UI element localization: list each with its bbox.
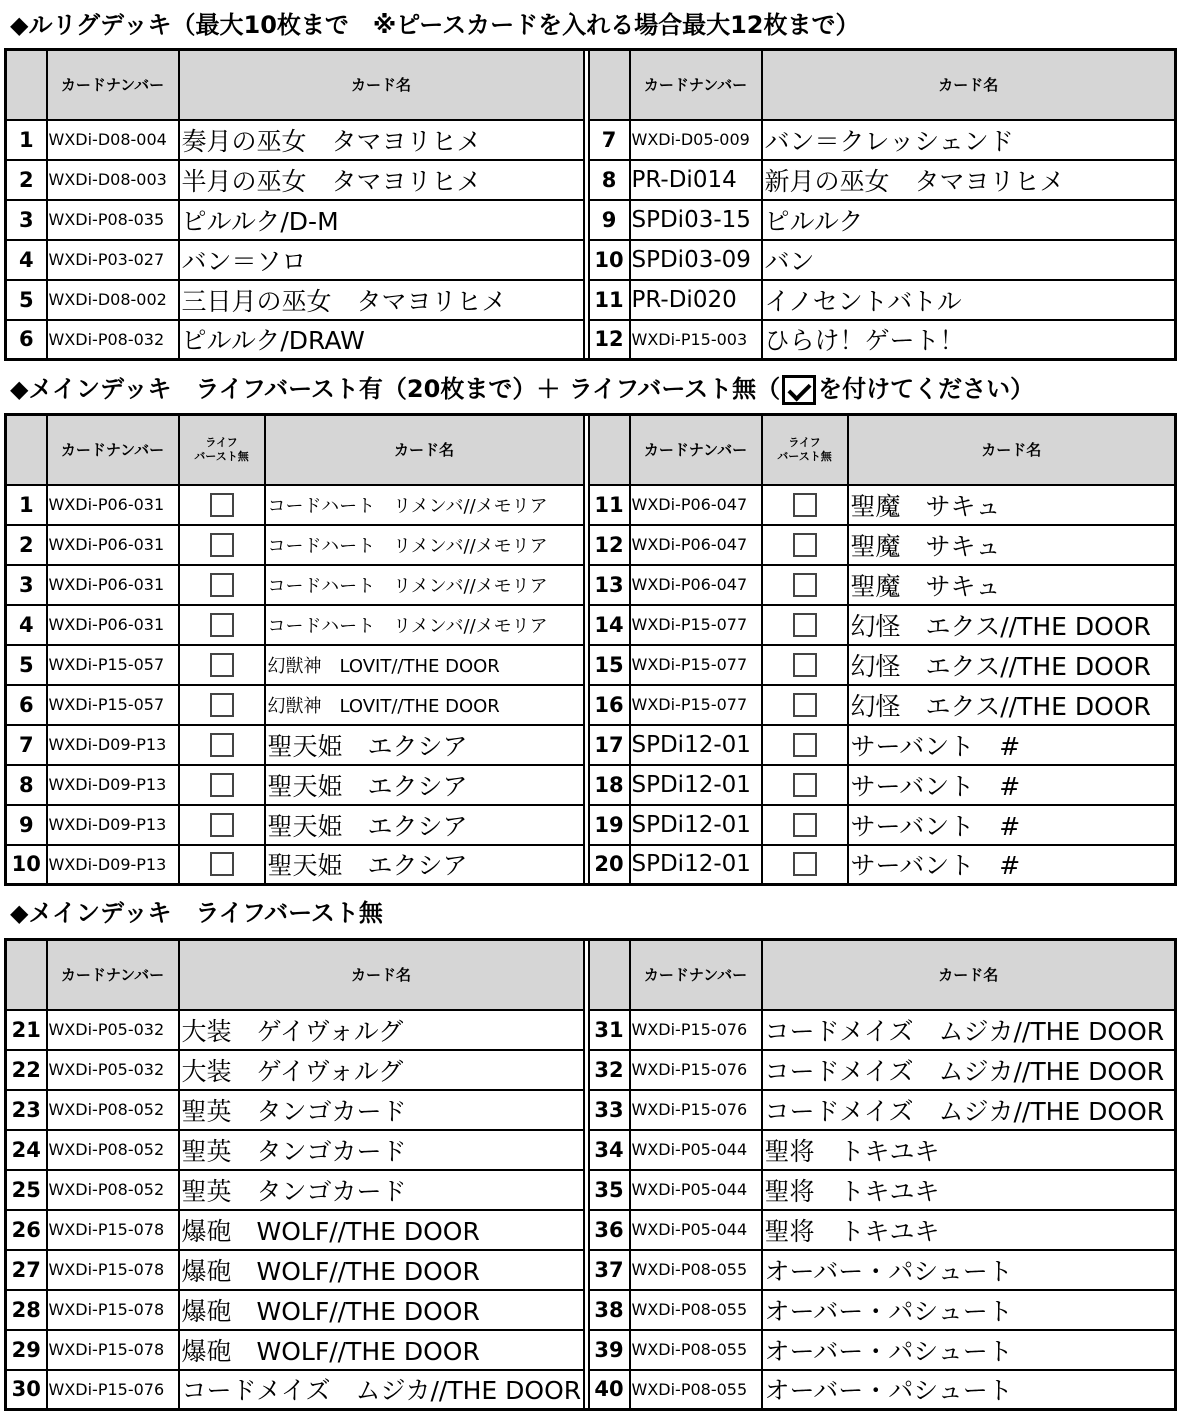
card-name-cell: コードハート リメンバ//メモリア — [265, 485, 584, 525]
card-number-cell: WXDi-P15-078 — [47, 1250, 179, 1290]
life-burst-cell — [762, 725, 848, 765]
card-name-cell: 聖魔 サキュ — [848, 485, 1176, 525]
card-number-cell: WXDi-P15-076 — [47, 1370, 179, 1410]
table-row — [6, 1250, 1176, 1290]
life-burst-cell — [762, 485, 848, 525]
life-burst-cell — [179, 805, 265, 845]
life-burst-cell — [762, 845, 848, 885]
card-number-cell: WXDi-D09-P13 — [47, 845, 179, 885]
life-burst-cell — [762, 565, 848, 605]
idx-header — [6, 415, 47, 485]
table-row — [6, 485, 1176, 525]
life-burst-checkbox[interactable] — [210, 493, 234, 517]
row-index: 5 — [6, 645, 47, 685]
card-number-cell: WXDi-P06-031 — [47, 565, 179, 605]
table-row — [6, 685, 1176, 725]
life-burst-checkbox[interactable] — [210, 852, 234, 876]
card-number-cell: WXDi-D08-003 — [47, 160, 179, 200]
row-index: 2 — [6, 160, 47, 200]
card-name-cell: 幻獣神 LOVIT//THE DOOR — [265, 685, 584, 725]
life-burst-header-line2: バースト無 — [777, 449, 832, 463]
card-number-cell: WXDi-D09-P13 — [47, 805, 179, 845]
life-burst-checkbox[interactable] — [793, 533, 817, 557]
life-burst-checkbox[interactable] — [793, 733, 817, 757]
life-burst-cell — [179, 605, 265, 645]
life-burst-checkbox[interactable] — [210, 693, 234, 717]
row-index: 2 — [6, 525, 47, 565]
row-index: 19 — [589, 805, 630, 845]
main-deck-nolb-table — [4, 938, 1177, 1411]
life-burst-cell — [762, 805, 848, 845]
card-name-cell: 爆砲 WOLF//THE DOOR — [179, 1210, 584, 1250]
card-number-cell: WXDi-P06-031 — [47, 525, 179, 565]
life-burst-cell — [762, 605, 848, 645]
card-name-cell: 幻怪 エクス//THE DOOR — [848, 645, 1176, 685]
table-row — [6, 565, 1176, 605]
card-name-cell: 爆砲 WOLF//THE DOOR — [179, 1330, 584, 1370]
row-index: 9 — [6, 805, 47, 845]
idx-header — [589, 940, 630, 1010]
row-index: 30 — [6, 1370, 47, 1410]
card-name-cell: 聖天姫 エクシア — [265, 805, 584, 845]
row-index: 27 — [6, 1250, 47, 1290]
card-name-cell: コードハート リメンバ//メモリア — [265, 525, 584, 565]
table-row — [6, 765, 1176, 805]
card-number-cell: PR-Di014 — [630, 160, 762, 200]
main-deck-lb-title — [10, 374, 1034, 405]
life-burst-checkbox[interactable] — [793, 693, 817, 717]
row-index: 6 — [6, 320, 47, 360]
idx-header — [6, 50, 47, 120]
card-number-cell: PR-Di020 — [630, 280, 762, 320]
life-burst-checkbox[interactable] — [210, 653, 234, 677]
card-number-cell: WXDi-P15-076 — [630, 1010, 762, 1050]
row-index: 31 — [589, 1010, 630, 1050]
row-index: 12 — [589, 525, 630, 565]
row-index: 3 — [6, 200, 47, 240]
row-index: 1 — [6, 120, 47, 160]
life-burst-cell — [762, 525, 848, 565]
card-number-cell: WXDi-P06-031 — [47, 605, 179, 645]
row-index: 21 — [6, 1010, 47, 1050]
card-number-cell: WXDi-P08-052 — [47, 1090, 179, 1130]
row-index: 26 — [6, 1210, 47, 1250]
card-name-cell: 大装 ゲイヴォルグ — [179, 1050, 584, 1090]
card-number-cell: WXDi-P15-078 — [47, 1210, 179, 1250]
card-name-cell: 大装 ゲイヴォルグ — [179, 1010, 584, 1050]
life-burst-checkbox[interactable] — [793, 773, 817, 797]
card-name-cell: ひらけ！ゲート！ — [762, 320, 1176, 360]
card-number-header: カードナンバー — [630, 415, 762, 485]
card-name-cell: 聖魔 サキュ — [848, 525, 1176, 565]
row-index: 16 — [589, 685, 630, 725]
card-number-cell: SPDi12-01 — [630, 765, 762, 805]
card-name-cell: サーバント # — [848, 805, 1176, 845]
row-index: 8 — [589, 160, 630, 200]
life-burst-cell — [179, 765, 265, 805]
table-row — [6, 1370, 1176, 1410]
card-number-cell: WXDi-P15-003 — [630, 320, 762, 360]
card-number-cell: WXDi-P15-078 — [47, 1290, 179, 1330]
card-name-cell: 聖魔 サキュ — [848, 565, 1176, 605]
row-index: 23 — [6, 1090, 47, 1130]
card-name-cell: イノセントバトル — [762, 280, 1176, 320]
life-burst-cell — [762, 685, 848, 725]
card-name-cell: 聖英 タンゴカード — [179, 1130, 584, 1170]
card-name-cell: コードハート リメンバ//メモリア — [265, 565, 584, 605]
card-name-cell: サーバント # — [848, 845, 1176, 885]
life-burst-checkbox[interactable] — [210, 573, 234, 597]
header-row — [6, 415, 1176, 485]
row-index: 22 — [6, 1050, 47, 1090]
life-burst-checkbox[interactable] — [210, 733, 234, 757]
card-name-cell: サーバント # — [848, 765, 1176, 805]
table-row — [6, 845, 1176, 885]
card-name-header: カード名 — [848, 415, 1176, 485]
card-number-header: カードナンバー — [47, 50, 179, 120]
row-index: 35 — [589, 1170, 630, 1210]
row-index: 8 — [6, 765, 47, 805]
card-number-cell: WXDi-P08-032 — [47, 320, 179, 360]
card-number-cell: SPDi03-15 — [630, 200, 762, 240]
life-burst-checkbox[interactable] — [210, 533, 234, 557]
card-number-header: カードナンバー — [47, 415, 179, 485]
card-number-cell: WXDi-P05-032 — [47, 1010, 179, 1050]
life-burst-cell — [179, 845, 265, 885]
life-burst-checkbox[interactable] — [210, 813, 234, 837]
card-name-cell: 聖将 トキユキ — [762, 1210, 1176, 1250]
card-number-cell: WXDi-P08-052 — [47, 1130, 179, 1170]
table-row — [6, 200, 1176, 240]
card-number-cell: WXDi-P08-055 — [630, 1330, 762, 1370]
life-burst-cell — [179, 725, 265, 765]
row-index: 37 — [589, 1250, 630, 1290]
life-burst-cell — [179, 525, 265, 565]
row-index: 4 — [6, 240, 47, 280]
card-number-cell: SPDi12-01 — [630, 725, 762, 765]
card-name-cell: バン — [762, 240, 1176, 280]
row-index: 28 — [6, 1290, 47, 1330]
table-row — [6, 605, 1176, 645]
card-number-cell: WXDi-P15-077 — [630, 605, 762, 645]
life-burst-cell — [179, 565, 265, 605]
card-name-cell: 爆砲 WOLF//THE DOOR — [179, 1290, 584, 1330]
card-number-cell: WXDi-P15-057 — [47, 685, 179, 725]
card-number-cell: WXDi-P15-078 — [47, 1330, 179, 1370]
card-number-cell: WXDi-P08-035 — [47, 200, 179, 240]
idx-header — [6, 940, 47, 1010]
card-name-cell: 爆砲 WOLF//THE DOOR — [179, 1250, 584, 1290]
life-burst-checkbox[interactable] — [210, 773, 234, 797]
row-index: 17 — [589, 725, 630, 765]
row-index: 11 — [589, 280, 630, 320]
row-index: 38 — [589, 1290, 630, 1330]
table-row — [6, 120, 1176, 160]
card-number-cell: SPDi12-01 — [630, 805, 762, 845]
row-index: 14 — [589, 605, 630, 645]
card-number-cell: WXDi-P03-027 — [47, 240, 179, 280]
card-number-header: カードナンバー — [630, 940, 762, 1010]
card-name-cell: 幻獣神 LOVIT//THE DOOR — [265, 645, 584, 685]
card-name-cell: ピルルク/D-M — [179, 200, 584, 240]
card-name-cell: 奏月の巫女 タマヨリヒメ — [179, 120, 584, 160]
row-index: 39 — [589, 1330, 630, 1370]
table-row — [6, 725, 1176, 765]
lrig-deck-table — [4, 48, 1177, 361]
card-name-cell: 聖英 タンゴカード — [179, 1090, 584, 1130]
card-name-cell: バン＝クレッシェンド — [762, 120, 1176, 160]
life-burst-cell — [179, 685, 265, 725]
card-name-cell: オーバー・パシュート — [762, 1250, 1176, 1290]
card-number-cell: WXDi-D09-P13 — [47, 725, 179, 765]
life-burst-checkbox[interactable] — [793, 573, 817, 597]
card-name-cell: 聖天姫 エクシア — [265, 725, 584, 765]
row-index: 25 — [6, 1170, 47, 1210]
table-row — [6, 1330, 1176, 1370]
row-index: 11 — [589, 485, 630, 525]
table-row — [6, 805, 1176, 845]
card-name-cell: コードメイズ ムジカ//THE DOOR — [762, 1050, 1176, 1090]
row-index: 13 — [589, 565, 630, 605]
table-row — [6, 280, 1176, 320]
card-name-cell: コードメイズ ムジカ//THE DOOR — [762, 1090, 1176, 1130]
card-name-cell: 新月の巫女 タマヨリヒメ — [762, 160, 1176, 200]
idx-header — [589, 50, 630, 120]
card-number-cell: SPDi03-09 — [630, 240, 762, 280]
card-number-cell: WXDi-P15-077 — [630, 685, 762, 725]
row-index: 6 — [6, 685, 47, 725]
row-index: 15 — [589, 645, 630, 685]
table-row — [6, 160, 1176, 200]
card-number-cell: WXDi-P15-077 — [630, 645, 762, 685]
card-name-header: カード名 — [265, 415, 584, 485]
header-row — [6, 940, 1176, 1010]
life-burst-checkbox[interactable] — [793, 653, 817, 677]
table-row — [6, 240, 1176, 280]
card-name-cell: 半月の巫女 タマヨリヒメ — [179, 160, 584, 200]
card-number-cell: WXDi-D09-P13 — [47, 765, 179, 805]
card-name-cell: 幻怪 エクス//THE DOOR — [848, 685, 1176, 725]
lrig-deck-title: ◆ルリグデッキ（最大10枚まで ※ピースカードを入れる場合最大12枚まで） — [10, 11, 860, 39]
table-row — [6, 1210, 1176, 1250]
card-name-cell: ピルルク/DRAW — [179, 320, 584, 360]
card-name-cell: コードハート リメンバ//メモリア — [265, 605, 584, 645]
card-number-cell: WXDi-P15-076 — [630, 1050, 762, 1090]
card-name-cell: オーバー・パシュート — [762, 1330, 1176, 1370]
card-name-header: カード名 — [179, 50, 584, 120]
table-row — [6, 320, 1176, 360]
life-burst-checkbox[interactable] — [793, 613, 817, 637]
idx-header — [589, 415, 630, 485]
card-name-cell: 三日月の巫女 タマヨリヒメ — [179, 280, 584, 320]
card-name-cell: 幻怪 エクス//THE DOOR — [848, 605, 1176, 645]
card-number-header: カードナンバー — [47, 940, 179, 1010]
table-row — [6, 1090, 1176, 1130]
life-burst-cell — [179, 485, 265, 525]
card-number-cell: WXDi-P05-044 — [630, 1210, 762, 1250]
row-index: 9 — [589, 200, 630, 240]
row-index: 10 — [6, 845, 47, 885]
main-deck-lb-title-text-1: ◆メインデッキ ライフバースト有（20枚まで）＋ ライフバースト無（ — [10, 375, 781, 403]
table-row — [6, 1050, 1176, 1090]
row-index: 20 — [589, 845, 630, 885]
row-index: 5 — [6, 280, 47, 320]
life-burst-header — [179, 415, 265, 485]
card-name-cell: オーバー・パシュート — [762, 1370, 1176, 1410]
row-index: 18 — [589, 765, 630, 805]
card-number-cell: WXDi-P15-076 — [630, 1090, 762, 1130]
checkmark-icon — [782, 375, 816, 405]
row-index: 7 — [589, 120, 630, 160]
main-deck-lb-table — [4, 413, 1177, 886]
card-name-cell: ピルルク — [762, 200, 1176, 240]
life-burst-checkbox[interactable] — [793, 852, 817, 876]
life-burst-checkbox[interactable] — [793, 813, 817, 837]
row-index: 33 — [589, 1090, 630, 1130]
table-row — [6, 1290, 1176, 1330]
row-index: 1 — [6, 485, 47, 525]
life-burst-checkbox[interactable] — [793, 493, 817, 517]
table-row — [6, 525, 1176, 565]
row-index: 12 — [589, 320, 630, 360]
card-name-cell: 聖天姫 エクシア — [265, 765, 584, 805]
card-name-cell: 聖将 トキユキ — [762, 1170, 1176, 1210]
card-name-cell: 聖英 タンゴカード — [179, 1170, 584, 1210]
row-index: 34 — [589, 1130, 630, 1170]
table-row — [6, 1010, 1176, 1050]
card-number-cell: WXDi-P08-052 — [47, 1170, 179, 1210]
card-number-cell: WXDi-P05-044 — [630, 1130, 762, 1170]
card-name-cell: コードメイズ ムジカ//THE DOOR — [179, 1370, 584, 1410]
life-burst-header-line1: ライフ — [788, 435, 821, 449]
life-burst-cell — [762, 765, 848, 805]
card-name-cell: コードメイズ ムジカ//THE DOOR — [762, 1010, 1176, 1050]
row-index: 40 — [589, 1370, 630, 1410]
card-name-header: カード名 — [179, 940, 584, 1010]
life-burst-header-line1: ライフ — [205, 435, 238, 449]
row-index: 24 — [6, 1130, 47, 1170]
card-number-cell: WXDi-D08-004 — [47, 120, 179, 160]
card-number-header: カードナンバー — [630, 50, 762, 120]
card-number-cell: WXDi-P08-055 — [630, 1290, 762, 1330]
row-index: 36 — [589, 1210, 630, 1250]
card-name-cell: 聖天姫 エクシア — [265, 845, 584, 885]
main-deck-lb-title-text-2: を付けてください） — [818, 375, 1035, 403]
card-number-cell: WXDi-P06-047 — [630, 565, 762, 605]
card-number-cell: WXDi-P06-047 — [630, 525, 762, 565]
header-row — [6, 50, 1176, 120]
card-number-cell: WXDi-P15-057 — [47, 645, 179, 685]
card-name-cell: オーバー・パシュート — [762, 1290, 1176, 1330]
card-number-cell: SPDi12-01 — [630, 845, 762, 885]
card-name-header: カード名 — [762, 940, 1176, 1010]
card-number-cell: WXDi-P08-055 — [630, 1370, 762, 1410]
card-name-cell: サーバント # — [848, 725, 1176, 765]
life-burst-cell — [762, 645, 848, 685]
card-number-cell: WXDi-D08-002 — [47, 280, 179, 320]
main-deck-nolb-title: ◆メインデッキ ライフバースト無 — [10, 899, 383, 927]
row-index: 32 — [589, 1050, 630, 1090]
life-burst-cell — [179, 645, 265, 685]
row-index: 7 — [6, 725, 47, 765]
card-number-cell: WXDi-P05-044 — [630, 1170, 762, 1210]
row-index: 29 — [6, 1330, 47, 1370]
card-number-cell: WXDi-P06-047 — [630, 485, 762, 525]
life-burst-checkbox[interactable] — [210, 613, 234, 637]
card-number-cell: WXDi-P08-055 — [630, 1250, 762, 1290]
life-burst-header-line2: バースト無 — [194, 449, 249, 463]
card-number-cell: WXDi-P06-031 — [47, 485, 179, 525]
card-number-cell: WXDi-D05-009 — [630, 120, 762, 160]
row-index: 10 — [589, 240, 630, 280]
card-number-cell: WXDi-P05-032 — [47, 1050, 179, 1090]
card-name-header: カード名 — [762, 50, 1176, 120]
row-index: 4 — [6, 605, 47, 645]
table-row — [6, 645, 1176, 685]
card-name-cell: 聖将 トキユキ — [762, 1130, 1176, 1170]
card-name-cell: バン＝ソロ — [179, 240, 584, 280]
table-row — [6, 1130, 1176, 1170]
row-index: 3 — [6, 565, 47, 605]
life-burst-header — [762, 415, 848, 485]
table-row — [6, 1170, 1176, 1210]
